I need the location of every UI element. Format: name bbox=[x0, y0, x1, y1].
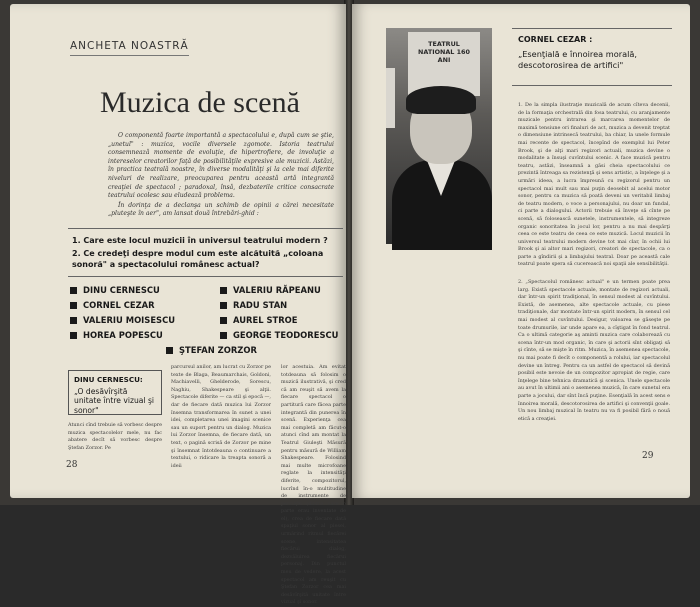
participant: GEORGE TEODORESCU bbox=[220, 330, 338, 340]
page-number: 28 bbox=[66, 460, 78, 470]
square-bullet-icon bbox=[220, 332, 227, 339]
participant: RADU STAN bbox=[220, 300, 287, 310]
cernescu-quote-box bbox=[68, 370, 162, 415]
cezar-header-box bbox=[512, 28, 672, 86]
article-title: Muzica de scenă bbox=[100, 86, 300, 119]
page-number: 29 bbox=[642, 451, 654, 461]
participant: HOREA POPESCU bbox=[70, 330, 163, 340]
body-column-answer-1: 1. De la simpla ilustraţie muzicală de acum cîteva decenii, de la formaţia orchestrală din fosa teatrului, cu aranjamente muzicale pentru intrarea şi marcarea momentelor de maximă tensiune ori finaluri de act, muzica a devenit treptat o dimensiune intrinsecă teatrului, ba chiar, la unele formule mai recente de spectacol, începînd de exemplul lui Peter Brook, şi de alţi mari regizori actuali, muzica devine o modalitate a însuşi cuvîntului scenic. A face muzică pentru teatru, astăzi, înseamnă a găsi cheia spectacolului ce prezintă întreaga sa rezistenţă şi sens artistic, a înţelege şi a urmări ideea, a lucra împreună cu regizorul pentru un spectacol mai mult sau mai puţin deosebit al acelui motor sonor, pentru ca muzica să poată deveni un veritabil limbaj de teatru modern, o voce a personajului, nu doar un fundal, ci parte a dialogului. Actorii trebuie să înveţe să cînte pe scenă, să folosească sunetele, instrumentele, să integreze organic sonoritatea în jocul lor, pentru a nu mai despărţi ceea ce este teatru de ceea ce este muzică. Locul muzicii în universul teatrului modern devine tot mai clar, în ochii lui Brook şi ai altor mari regizori, creatori de spectacole, ca o parte a gîndirii şi a limbajului teatral. Doar pe această cale teatrul poate spera să cucerească noi spaţii ale sensibilităţii. bbox=[518, 102, 670, 268]
portrait-photo bbox=[386, 28, 492, 244]
square-bullet-icon bbox=[166, 347, 173, 354]
participant: VALERIU RĂPEANU bbox=[220, 285, 321, 295]
right-page bbox=[352, 4, 690, 498]
question-2: 2. Ce credeţi despre modul cum este alcătuită „coloana sonoră" a spectacolului românesc actual? bbox=[72, 249, 324, 269]
square-bullet-icon bbox=[70, 332, 77, 339]
body-column-1: Atunci cînd trebuie să vorbesc despre muzica spectacolelor mele, nu fac abatere decît să vorbesc despre Ştefan Zorzor. Pe bbox=[68, 422, 162, 451]
participant: CORNEL CEZAR bbox=[70, 300, 155, 310]
body-column-3: lor acestuia. Am evitat totdeauna să folosim o muzică ilustrativă, şi cred că am reuşit să avem la fiecare spectacol o partitură care făcea parte integrantă din punerea în scenă. Experienţa cea mai completă am făcut-o atunci cînd am montat la Teatrul Giuleşti Măsură pentru măsură de William Shakespeare. Folosind mai multe microfoane reglate la intensităţi diferite, compozitorul, lucrînd în-o multitudine de instrumente de percuţie (dintre care o parte erau inventate de el), crea de fiecare dată spaţiul sonor al piesei, urmărind ritmul fiecărei scene, intensitatea fiecărui dialog, dezvăluirea fiecărui personaj. Din punctul meu de vedere, la acest spectacol am reuşit cu Ştefan Zorzor cea mai desăvîrşită unitate între vizual şi sonor. bbox=[281, 364, 346, 606]
square-bullet-icon bbox=[220, 302, 227, 309]
participant: DINU CERNESCU bbox=[70, 285, 160, 295]
contributor-quote: „Esenţială e înnoirea morală, descotorosirea de artifici" bbox=[518, 49, 637, 70]
section-label: ANCHETA NOASTRĂ bbox=[70, 40, 189, 56]
left-page bbox=[10, 4, 346, 606]
contributor-name: CORNEL CEZAR : bbox=[518, 35, 593, 44]
intro-text bbox=[108, 132, 334, 220]
intro-paragraph: În dorinţa de a declanşa un schimb de opinii a cărei necesitate „pluteşte în aer", am lansat două întrebări-ghid : bbox=[108, 201, 334, 218]
body-column-answer-2: 2. „Spectacolul românesc actual" e un termen poate prea larg. Există spectacole actuale, montate de regizori actuali, dar într-un spirit tradiţional, în sensul modest al cuvîntului. Există, de asemenea, alte spectacole actuale, cu piese tradiţionale, dar montate într-un spirit modern, în sensul cel mai modest al cuvîntului. Desigur, valoarea se găseşte pe toate drumurile, iar unde apare ea, a cîştigat în fond teatrul. Ca o ultimă categorie aş aminti muzica care colaborează cu scena într-un mod organic, în care şi actorii sînt obligaţi să şi cînte, să se mişte în ritm. Muzica, în asemenea spectacole, nu mai poate fi decît o componentă a rolului, iar spectacolul devine un întreg. Pentru ca un astfel de spectacol să devină posibil este nevoie de un compozitor apropiat de regie, care înţelege bine tehnica dramatică şi scenica. Unele spectacole au avut în ultimii ani o asemenea muzică, în care sunetul era parte a jocului, dar sînt încă puţine. Esenţială în acest sens e înnoirea morală, descotorosirea de artifici şi convenţii goale. Un nou limbaj muzical în teatru nu va fi posibil fără o nouă etică a creaţiei. bbox=[518, 279, 670, 422]
participant: VALERIU MOISESCU bbox=[70, 315, 175, 325]
square-bullet-icon bbox=[70, 302, 77, 309]
questions-rule-bottom bbox=[68, 276, 343, 277]
square-bullet-icon bbox=[220, 287, 227, 294]
square-bullet-icon bbox=[220, 317, 227, 324]
question-1: 1. Care este locul muzicii în universul teatrului modern ? bbox=[72, 236, 328, 245]
square-bullet-icon bbox=[70, 317, 77, 324]
contributor-quote: „O desăvîrşită unitate între vizual şi sonor" bbox=[74, 387, 155, 415]
participant: AUREL STROE bbox=[220, 315, 297, 325]
theatre-sign-text: TEATRUL NATIONAL 160 ANI bbox=[418, 40, 470, 64]
participant: ŞTEFAN ZORZOR bbox=[166, 345, 257, 355]
intro-paragraph: O componentă foarte importantă a spectacolului e, după cum se ştie, „unetul" : muzica, vocile diversele zgomote. Istoria teatrului consemnează momente de evoluţie, de hipertrofiere, de involuţie a intereselor creatorilor faţă de posibilităţile expresive ale muzicii. Astăzi, în practica teatrală noastre, în diverse modalităţi şi la cele mai diferite niveluri de realizare, preocuparea pentru această artă integrantă creaţiei de spectacol ; paradoxal, însă, dezbaterile critice consacrate teatrului ocolesc sau eludează problema. bbox=[108, 132, 334, 200]
contributor-name: DINU CERNESCU: bbox=[74, 375, 143, 384]
questions-rule-top bbox=[68, 228, 343, 229]
square-bullet-icon bbox=[70, 287, 77, 294]
body-column-2: parcursul anilor, am lucrat cu Zorzor pe texte de Blaga, Beaumarchais, Goldoni, Machiavelli, Ghelderode, Sorescu, Naghiu, Shakespeare şi alţii. Spectacole diferite — ca stil şi epocă —, dar de fiecare dată muzica lui Zorzor însemna transformarea în sunet a unei idei, completarea unei imagini scenice sau un suport pentru un dialog. Muzica lui Zorzor însemna, de fiecare dată, un text, o pagină scrisă de Zorzor pe mine şi însemnat întotdeauna o continuare a textului, o ridicare la treapta sonoră a ideii bbox=[171, 364, 271, 469]
